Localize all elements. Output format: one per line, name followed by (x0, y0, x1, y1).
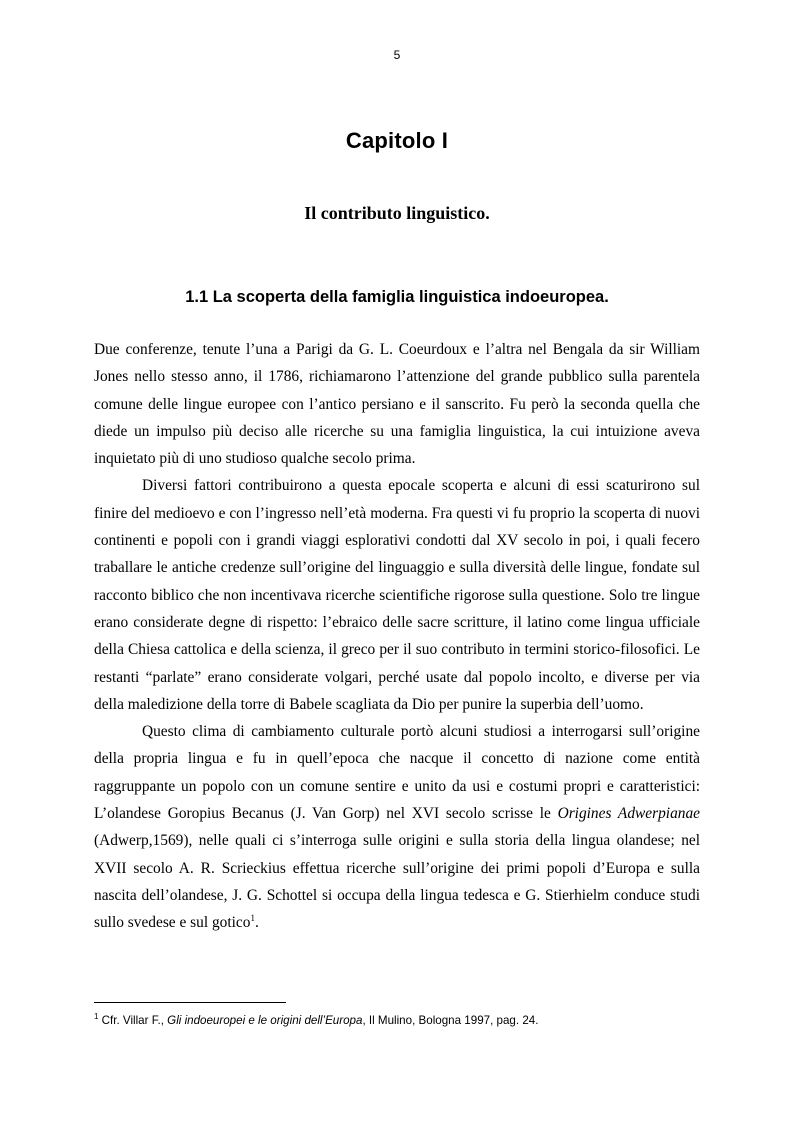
footnote-marker: 1 (94, 1012, 99, 1022)
book-title-origines: Origines Adwerpianae (557, 805, 700, 823)
page-number: 5 (393, 48, 401, 62)
section-heading: 1.1 La scoperta della famiglia linguistica indoeuropea. (185, 288, 609, 306)
footnote-separator (94, 1002, 286, 1003)
paragraph-3-text-start: Questo clima di cambiamento culturale portò alcuni studiosi a interrogarsi sull’origine della propria lingua e fu in quell’epoca che nacque il concetto di nazione come entità raggruppante un popolo con un comune sentire e unito da usi e costumi propri e caratteristici: L’olandese Goropius Becanus (J. Van Gorp) nel XVI secolo scrisse le (94, 723, 700, 823)
paragraph-1: Due conferenze, tenute l’una a Parigi da G. L. Coeurdoux e l’altra nel Bengala da sir William Jones nello stesso anno, il 1786, richiamarono l’attenzione del grande pubblico sulla parentela comune delle lingue europee con l’antico persiano e il sanscrito. Fu però la seconda quella che diede un impulso più deciso alle ricerche su una famiglia linguistica, la cui intuizione aveva inquietato più di uno studioso qualche secolo prima. (94, 341, 700, 468)
footnote-reference[interactable]: 1 (250, 913, 255, 924)
footnote-book-title: Gli indoeuropei e le origini dell’Europa (167, 1014, 363, 1027)
body-text (94, 336, 700, 937)
paragraph-2: Diversi fattori contribuirono a questa epocale scoperta e alcuni di essi scaturirono sul finire del medioevo e con l’ingresso nell’età moderna. Fra questi vi fu proprio la scoperta di nuovi continenti e popoli con i grandi viaggi esplorativi condotti dal XV secolo in poi, i quali fecero traballare le antiche credenze sull’origine del linguaggio e sulla diversità delle lingue, fondate sul racconto biblico che non incentivava ricerche scientifiche rigorose sulla questione. Solo tre lingue erano considerate degne di rispetto: l’ebraico delle sacre scritture, il latino come lingua ufficiale della Chiesa cattolica e della scienza, il greco per il suo contributo in termini storico-filosofici. Le restanti “parlate” erano considerate volgari, perché usate dal popolo incolto, e diverse per via della maledizione della torre di Babele scagliata da Dio per punire la superbia dell’uomo. (94, 477, 700, 713)
chapter-subtitle: Il contributo linguistico. (304, 203, 490, 223)
paragraph-3 (94, 718, 700, 936)
footnote-prefix: Cfr. Villar F., (98, 1014, 168, 1027)
paragraph-3-period: . (254, 914, 259, 932)
footnote-suffix: , Il Mulino, Bologna 1997, pag. 24. (362, 1014, 539, 1027)
paragraph-3-text-end: (Adwerp,1569), nelle quali ci s’interroga sulle origini e sulla storia della lingua olandese; nel XVII secolo A. R. Scrieckius effettua ricerche sull’origine dei primi popoli d’Europa e sulla nascita dell’olandese, J. G. Schottel si occupa della lingua tedesca e G. Stierhielm conduce studi sullo svedese e sul gotico (94, 832, 700, 932)
footnote (94, 1013, 714, 1028)
chapter-title: Capitolo I (345, 128, 449, 153)
